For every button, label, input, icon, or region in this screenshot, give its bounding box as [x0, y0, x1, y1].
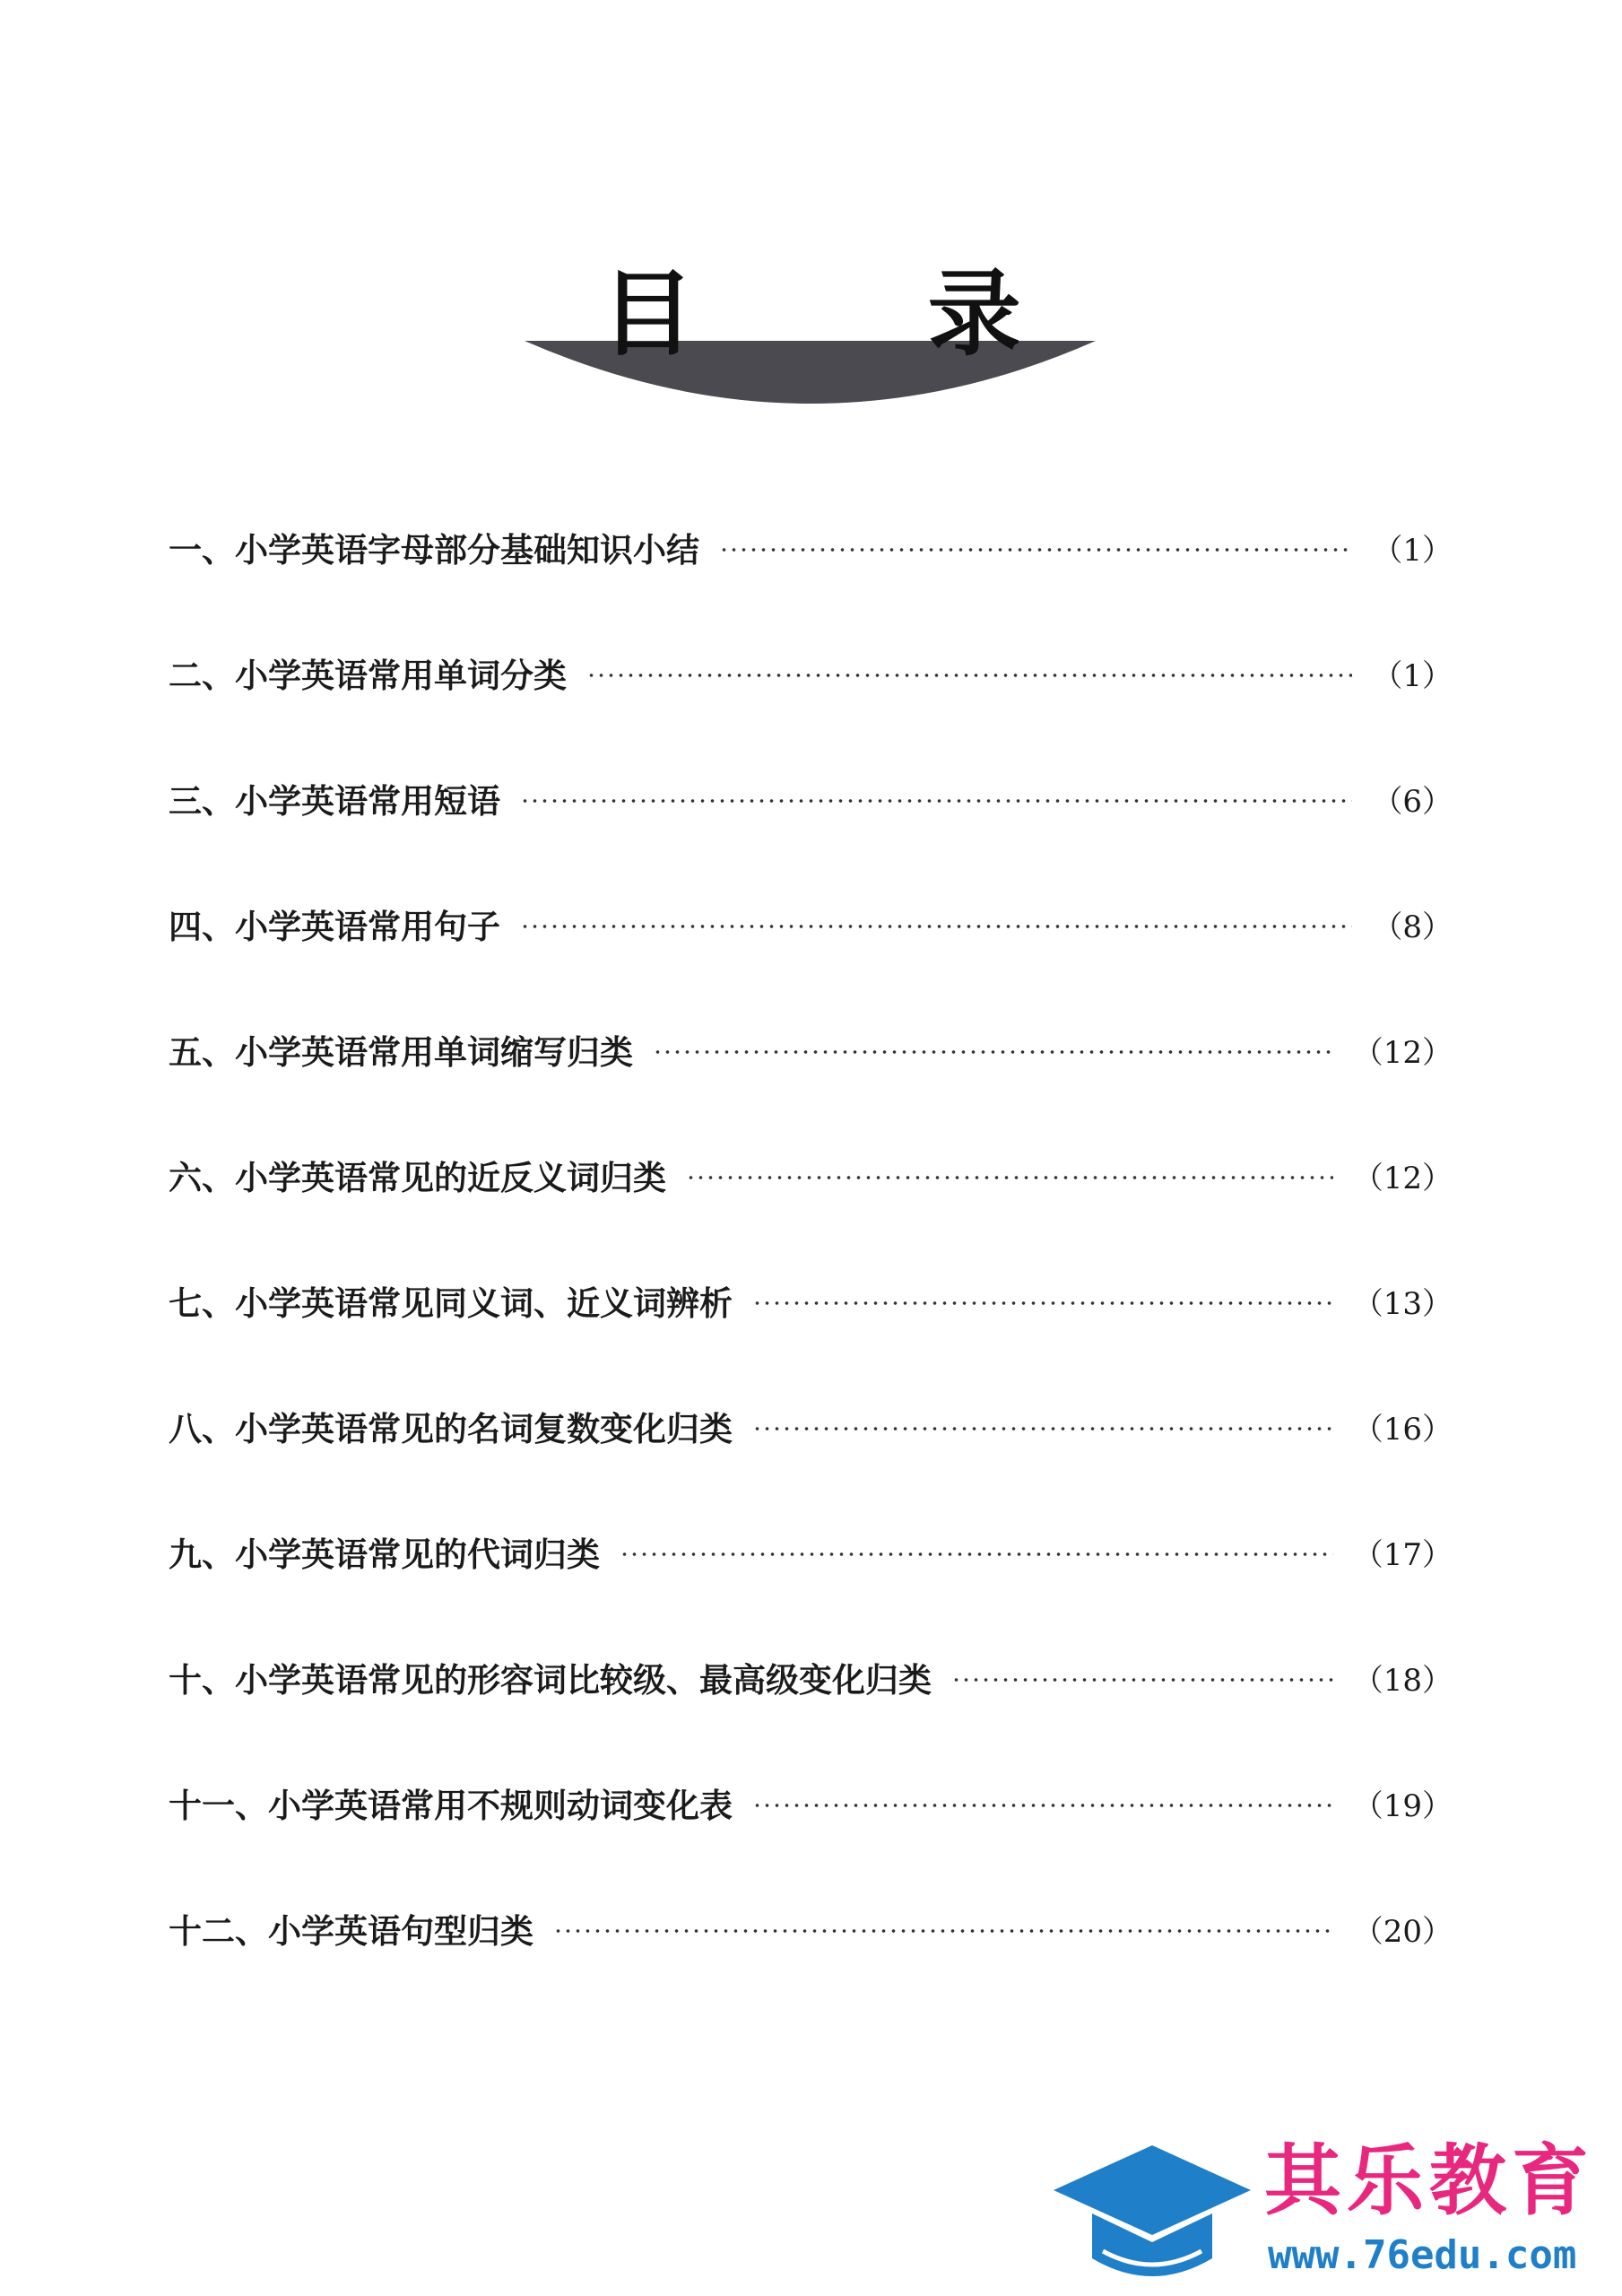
toc-entry-label: 十二、小学英语句型归类 — [169, 1912, 533, 1951]
toc-page-number: （20） — [1352, 1913, 1453, 1950]
toc-page-number: （19） — [1352, 1787, 1453, 1824]
toc-page-number: （1） — [1372, 657, 1453, 694]
watermark-logo — [1049, 2135, 1605, 2287]
toc-entry-label: 八、小学英语常见的名词复数变化归类 — [169, 1410, 733, 1448]
toc-page-number: （8） — [1372, 909, 1453, 945]
title-banner — [0, 0, 1622, 430]
toc-entry[interactable] — [169, 987, 1453, 1112]
toc-dot-leader — [752, 1301, 1333, 1305]
toc-page-number: （12） — [1352, 1034, 1453, 1071]
toc-entry-label: 一、小学英语字母部分基础知识小结 — [169, 531, 699, 570]
toc-entry-label: 二、小学英语常用单词分类 — [169, 657, 567, 695]
toc-dot-leader — [752, 1427, 1333, 1431]
watermark-name: 其乐教育 — [1264, 2136, 1594, 2226]
toc-page-number: （13） — [1352, 1285, 1453, 1322]
toc-page-number: （18） — [1352, 1662, 1453, 1699]
toc-entry[interactable] — [169, 861, 1453, 987]
toc-entry[interactable] — [169, 1363, 1453, 1489]
toc-dot-leader — [719, 548, 1352, 552]
toc-entry[interactable] — [169, 1112, 1453, 1238]
toc-entry[interactable] — [169, 1614, 1453, 1740]
watermark-url: www.76edu.com — [1268, 2232, 1577, 2278]
toc-entry[interactable] — [169, 1740, 1453, 1866]
toc-dot-leader — [586, 674, 1352, 677]
toc-entry-label: 十一、小学英语常用不规则动词变化表 — [169, 1787, 733, 1825]
toc-entry-label: 五、小学英语常用单词缩写归类 — [169, 1033, 633, 1072]
toc-entry[interactable] — [169, 1866, 1453, 1991]
toc-entry-label: 九、小学英语常见的代词归类 — [169, 1535, 600, 1574]
toc-dot-leader — [653, 1050, 1333, 1054]
page-title: 目 录 — [601, 258, 1122, 369]
toc-dot-leader — [951, 1678, 1333, 1682]
toc-entry-label: 十、小学英语常见的形容词比较级、最高级变化归类 — [169, 1661, 932, 1700]
graduation-cap-icon — [1049, 2135, 1255, 2287]
toc-entry-label: 四、小学英语常用句子 — [169, 908, 500, 946]
toc-page-number: （16） — [1352, 1411, 1453, 1448]
toc-entry[interactable] — [169, 1489, 1453, 1614]
toc-entry[interactable] — [169, 735, 1453, 861]
toc-entry-label: 七、小学英语常见同义词、近义词辨析 — [169, 1284, 733, 1323]
toc-entry-label: 三、小学英语常用短语 — [169, 782, 500, 821]
toc-entry-label: 六、小学英语常见的近反义词归类 — [169, 1159, 666, 1197]
toc-entry[interactable] — [169, 1238, 1453, 1363]
toc-page-number: （6） — [1372, 783, 1453, 820]
toc-dot-leader — [686, 1176, 1333, 1179]
toc-entry[interactable] — [169, 610, 1453, 735]
toc-dot-leader — [553, 1929, 1333, 1933]
toc-page-number: （17） — [1352, 1536, 1453, 1573]
toc-dot-leader — [620, 1552, 1333, 1556]
toc-entry[interactable] — [169, 484, 1453, 610]
toc-dot-leader — [520, 799, 1352, 803]
toc-dot-leader — [520, 925, 1352, 928]
toc-page-number: （12） — [1352, 1160, 1453, 1196]
toc-page-number: （1） — [1372, 532, 1453, 569]
table-of-contents — [169, 484, 1453, 1991]
toc-dot-leader — [752, 1804, 1333, 1807]
